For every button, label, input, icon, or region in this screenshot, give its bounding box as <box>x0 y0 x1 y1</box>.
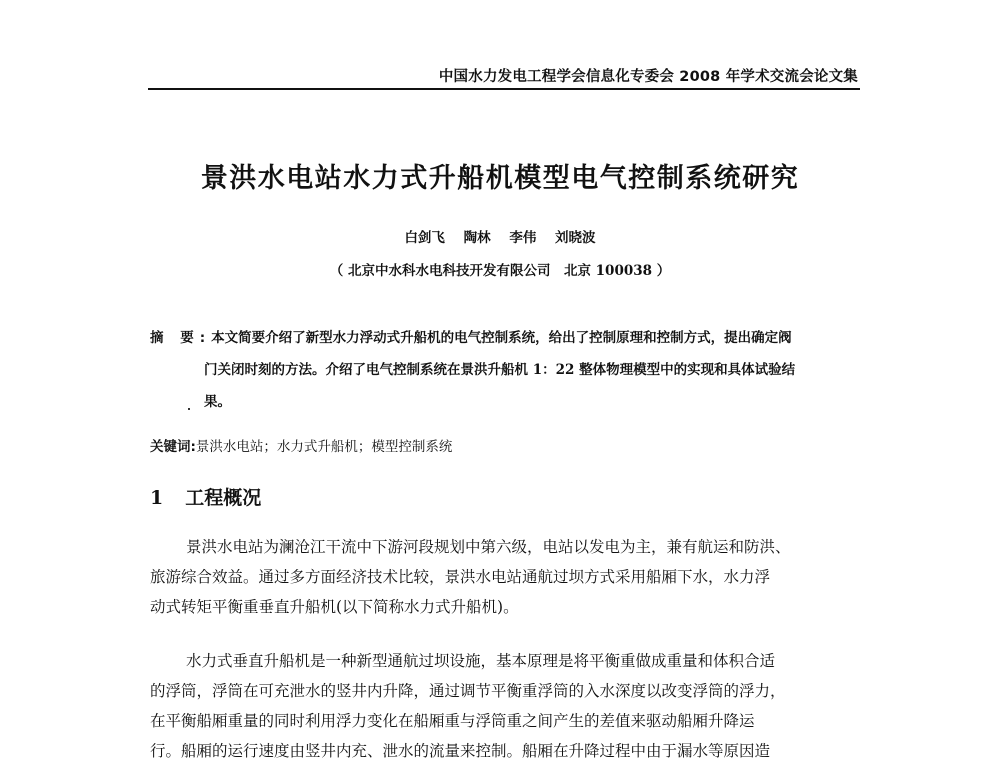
abstract-line: 果。 <box>204 394 231 410</box>
section-heading <box>150 483 261 510</box>
paragraph-line: 动式转矩平衡重垂直升船机(以下简称水力式升船机)。 <box>150 598 519 616</box>
keywords-text: 景洪水电站；水力式升船机；模型控制系统 <box>195 439 453 455</box>
abstract-line <box>150 322 862 354</box>
paper-title: 景洪水电站水力式升船机模型电气控制系统研究 <box>200 163 800 194</box>
paragraph-line: 行。船厢的运行速度由竖井内充、泄水的流量来控制。船厢在升降过程中由于漏水等原因造 <box>150 742 771 760</box>
abstract-label: 摘 要: <box>150 330 212 346</box>
abstract-line: 门关闭时刻的方法。介绍了电气控制系统在景洪升船机 1：22 整体物理模型中的实现和具体试验结 <box>204 362 796 378</box>
abstract-text: 本文简要介绍了新型水力浮动式升船机的电气控制系统，给出了控制原理和控制方式，提出确定阀 <box>211 330 792 346</box>
author: 白剑飞 <box>404 230 445 246</box>
running-header-text: 中国水力发电工程学会信息化专委会 2008 年学术交流会论文集 <box>438 69 858 85</box>
keywords-label: 关键词: <box>150 439 196 455</box>
keywords <box>150 435 452 455</box>
author: 刘晓波 <box>555 230 596 246</box>
section-number: 1 <box>150 487 164 509</box>
paragraph-line: 景洪水电站为澜沧江干流中下游河段规划中第六级，电站以发电为主，兼有航运和防洪、 <box>186 538 791 556</box>
running-header <box>148 64 860 90</box>
section-title: 工程概况 <box>185 487 262 509</box>
paragraph-line: 旅游综合效益。通过多方面经济技术比较，景洪水电站通航过坝方式采用船厢下水，水力浮 <box>150 568 771 586</box>
abstract <box>150 322 862 418</box>
paragraph-line: 水力式垂直升船机是一种新型通航过坝设施，基本原理是将平衡重做成重量和体积合适 <box>186 652 776 670</box>
paragraph-line: 的浮筒，浮筒在可充泄水的竖井内升降，通过调节平衡重浮筒的入水深度以改变浮筒的浮力， <box>150 682 786 700</box>
author-list <box>0 226 1000 246</box>
author: 李伟 <box>509 230 537 246</box>
affiliation: （ 北京中水科水电科技开发有限公司 北京 100038 ） <box>329 263 671 279</box>
body-paragraph <box>150 646 862 766</box>
body-paragraph <box>150 532 862 622</box>
paragraph-line: 在平衡船厢重量的同时利用浮力变化在船厢重与浮筒重之间产生的差值来驱动船厢升降运 <box>150 712 755 730</box>
author: 陶林 <box>463 230 491 246</box>
scan-artifact-dot <box>188 408 190 410</box>
